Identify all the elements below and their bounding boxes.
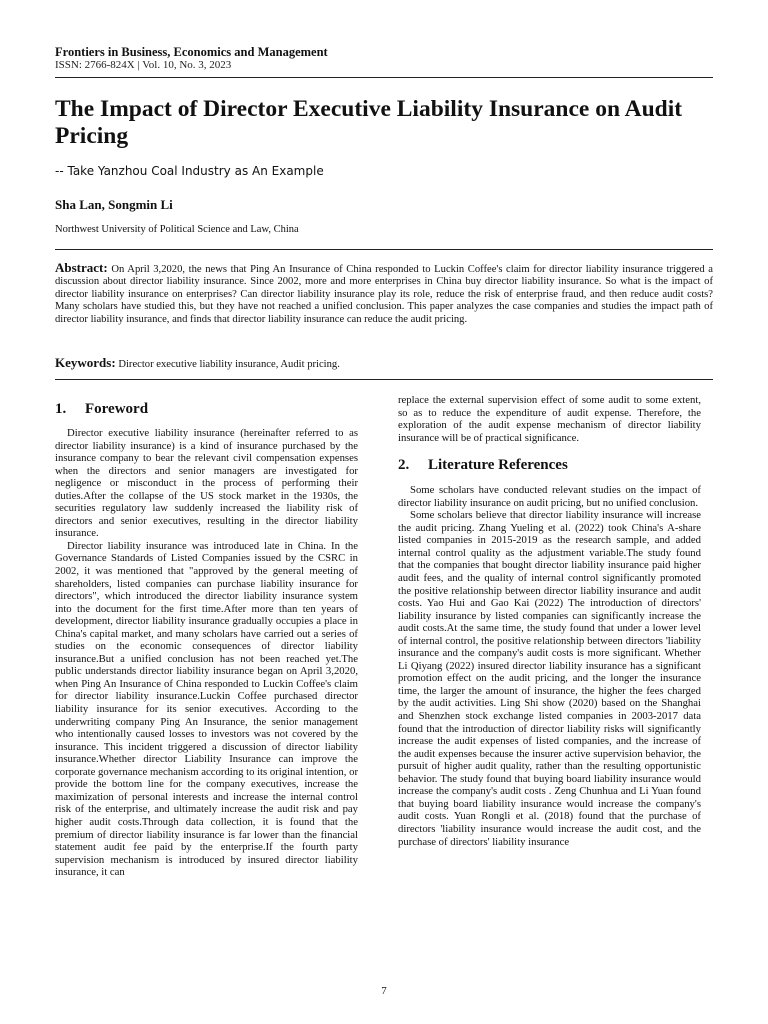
paragraph: Director liability insurance was introduced late in China. In the Governance Standards of Listed Companies issued by the CSRC in 2002, it was mentioned that "approved by the general meeting of shareholders, listed companies can purchase liability insurance for directors", which introduced the director liability insurance system into the document for the first time.After more than ten years of development, director liability insurance gradually occupies a place in China's capital market, and many scholars have carried out a series of studies on the economic consequences of director liability insurance.But a unified conclusion has not been reached yet.The public understands director liability insurance began on April 3,2020, when Ping An Insurance of China responded to Luckin Coffee's claim for director liability insurance.Luckin Coffee purchased director liability insurance for its senior executives. According to the underwriting company Ping An Insurance, the senior management who intentionally caused losses to investors was not covered by the insurance. This incident triggered a discussion of director liability insurance.Whether director Liability Insurance can improve the corporate governance mechanism according to its original intention, or provide the bottom line for the company executives, increase the maximization of personal interests and increase the internal control risk of the enterprise, and ultimately increase the audit risk and pay higher audit costs.Through data collection, it is found that the premium of director liability insurance is far lower than the financial statement audit fee paid by the enterprise.If the fourth party supervision mechanism is introduced by insured director liability insurance, it can: [55, 539, 359, 879]
paragraph: Some scholars have conducted relevant studies on the impact of director liability insurance on audit pricing, but no unified conclusion.: [398, 484, 701, 509]
abstract-text: On April 3,2020, the news that Ping An Insurance of China responded to Luckin Coffee's claim for director liability insurance triggered a discussion about director liability insurance. Since 2002, more and more enterprises in China buy director liability insurance. So what is the impact of director liability insurance on enterprises? Can director liability insurance play its role, reduce the risk of enterprise fraud, and then reduce audit costs? Many scholars have studied this, but they have not reached a unified conclusion. This paper analyzes the case companies and studies the impact path of director liability insurance, and finds that director liability insurance can reduce the audit pricing.: [55, 264, 713, 325]
paragraph: Some scholars believe that director liability insurance will increase the audit pricing. Zhang Yueling et al. (2022) took China's A-share listed companies in 2015-2019 as the research sample, and added internal control quality as the adjustment variable.The study found that the companies that bought director liability insurance paid higher audit fees, and the quality of internal control significantly promoted the positive relationship between director liability insurance and audit costs. Yao Hui and Gao Kai (2022) The introduction of directors' liability insurance by listed companies can significantly increase the audit costs.At the same time, the study found that under a lower level of internal control, the positive relationship between directors 'liability insurance and the company's audit costs is more significant. Whether Li Qiyang (2022) insured director liability insurance has a significant promotion effect on the audit pricing, and the longer the insurance time, the larger the amount of insurance, the higher the fees charged by the audit activities. Ling Shi show (2020) based on the Shanghai and Shenzhen stock exchange listed companies in 2003-2017 data found that the introduction of director liability risks will significantly increase the audit expenses of listed companies, and the increase of the audit expenses because the insurer active supervision behavior, the pursuit of higher audit quality, rather than the resulting opportunistic behavior. The study found that buying board liability insurance would increase the company's audit costs . Zeng Chunhua and Li Yuan found that buying board liability insurance would increase the company's audit costs. Yuan Rongli et al. (2018) found that the purchase of directors 'liability insurance would increase the audit cost, and the purchase of directors' liability insurance: [398, 509, 701, 848]
right-column: [398, 394, 701, 848]
section-number: 2.: [398, 457, 410, 474]
left-column: [55, 400, 358, 879]
paragraph: Director executive liability insurance (hereinafter referred to as director liability insurance) is a kind of insurance purchased by the insurance company to bear the relevant civil compensation expenses when the directors and senior managers are investigated for negligence or misconduct in the process of performing their duties.After the collapse of the US stock market in the 1930s, the securities regulatory law suddenly increased the liability risk of directors and senior executives, resulting in the director liability insurance.: [55, 427, 358, 540]
abstract-label: Abstract:: [55, 260, 108, 275]
paper-subtitle: -- Take Yanzhou Coal Industry as An Example: [55, 164, 324, 178]
page-number: 7: [381, 985, 387, 997]
section-heading-foreword: [55, 400, 358, 418]
section-number: 1.: [55, 401, 67, 417]
keywords-text: Director executive liability insurance, Audit pricing.: [118, 359, 340, 370]
paper-affiliation: Northwest University of Political Science and Law, China: [55, 224, 299, 235]
keywords-label: Keywords:: [55, 355, 116, 370]
keywords: [55, 355, 713, 371]
abstract: [55, 262, 713, 326]
abstract-top-rule: [55, 249, 713, 250]
paper-page: [55, 0, 713, 1024]
paragraph: replace the external supervision effect of some audit to some extent, so as to reduce the expenditure of audit expense. Therefore, the exploration of the audit expense mechanism of director liability insurance will be of practical significance.: [398, 394, 701, 444]
header-rule: [55, 77, 713, 78]
paper-authors: Sha Lan, Songmin Li: [55, 197, 173, 212]
section-heading-literature: [398, 456, 701, 474]
section-title: Foreword: [85, 401, 149, 417]
section-title: Literature References: [428, 457, 568, 474]
abstract-bottom-rule: [55, 379, 713, 380]
journal-issn: ISSN: 2766-824X | Vol. 10, No. 3, 2023: [55, 59, 232, 71]
paper-title: The Impact of Director Executive Liability Insurance on Audit Pricing: [55, 96, 683, 149]
journal-name: Frontiers in Business, Economics and Management: [55, 45, 328, 59]
